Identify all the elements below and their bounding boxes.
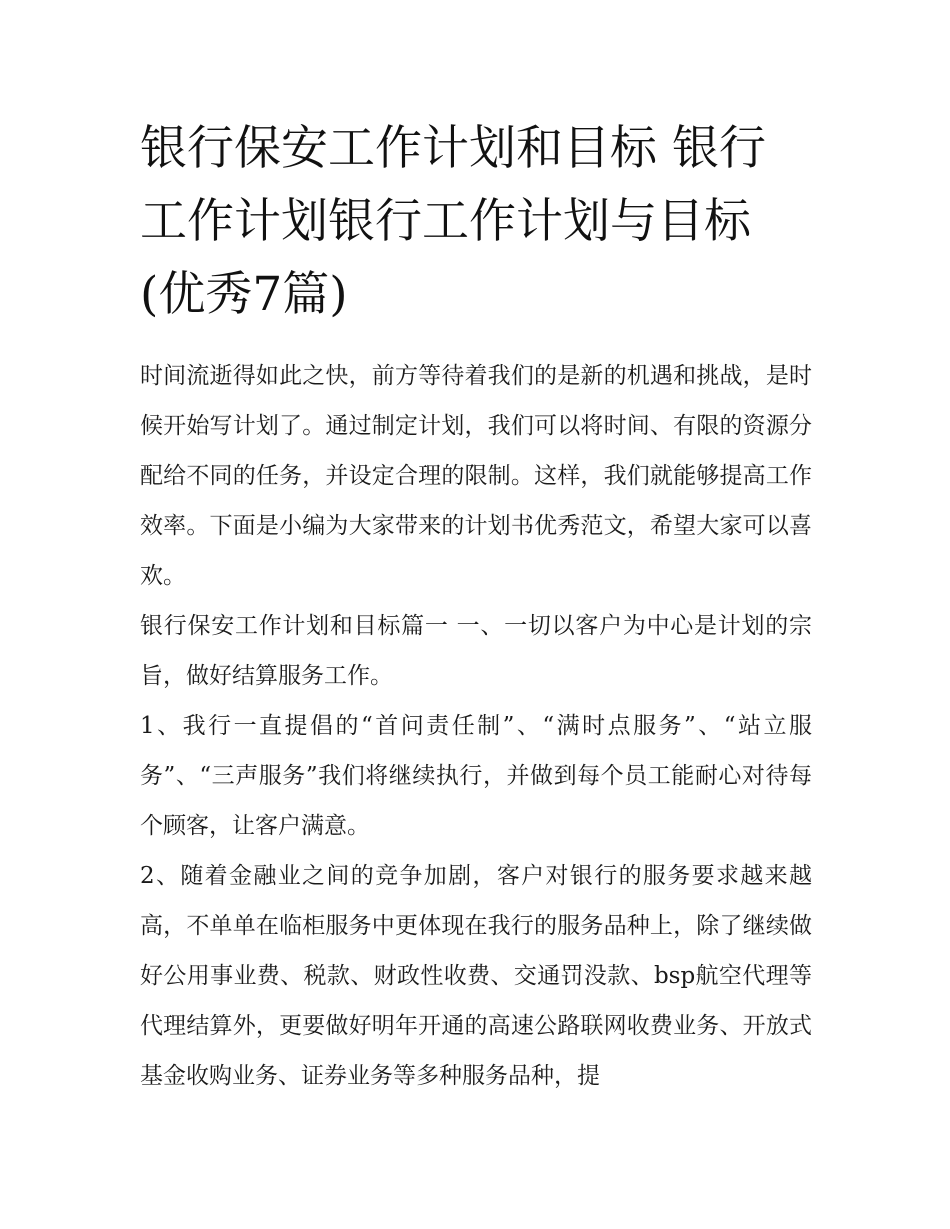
body-paragraph-1: 1、我行一直提倡的“首问责任制”、“满时点服务”、“站立服务”、“三声服务”我们将继续执行，并做到每个员工能耐心对待每个顾客，让客户满意。 [140,713,812,839]
body-paragraph-2: 2、随着金融业之间的竞争加剧，客户对银行的服务要求越来越高，不单单在临柜服务中更体现在我行的服务品种上，除了继续做好公用事业费、税款、财政性收费、交通罚没款、bsp航空代理等代理结算外，更要做好明年开通的高速公路联网收费业务、开放式基金收购业务、证券业务等多种服务品种，提 [140,863,812,1089]
section-heading-paragraph: 银行保安工作计划和目标篇一 一、一切以客户为中心是计划的宗旨，做好结算服务工作。 [140,613,812,689]
document-title: 银行保安工作计划和目标 银行工作计划银行工作计划与目标(优秀7篇) [140,121,766,322]
intro-paragraph: 时间流逝得如此之快，前方等待着我们的是新的机遇和挑战，是时候开始写计划了。通过制定计划，我们可以将时间、有限的资源分配给不同的任务，并设定合理的限制。这样，我们就能够提高工作效率。下面是小编为大家带来的计划书优秀范文，希望大家可以喜欢。 [140,363,812,589]
document-page [140,112,812,1101]
